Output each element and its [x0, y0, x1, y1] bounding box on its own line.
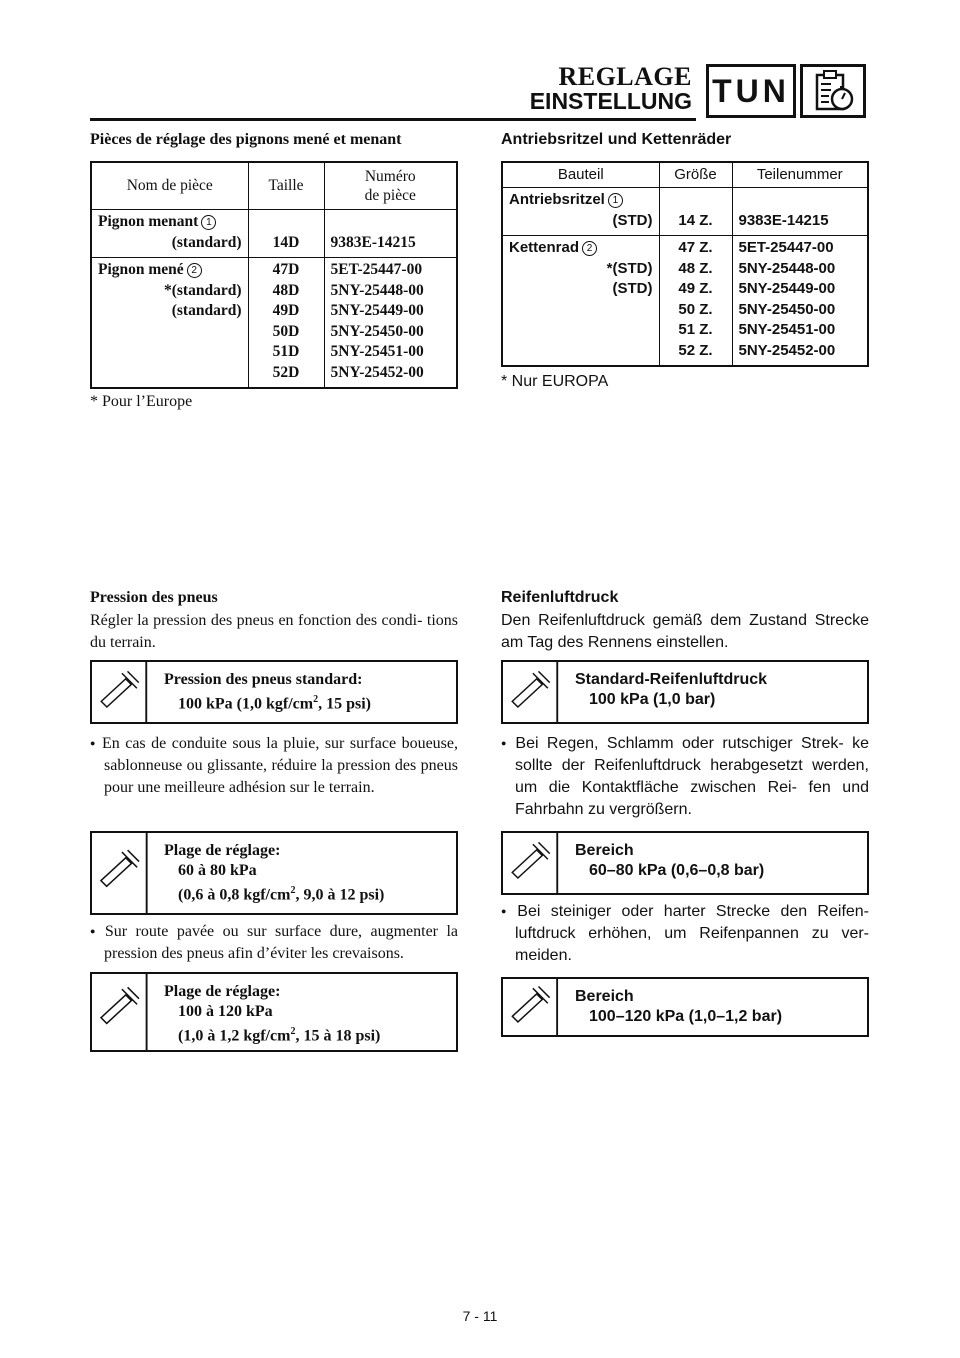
- size-value: 52D: [272, 363, 300, 381]
- col-header-part-number-1: Numéro: [364, 168, 416, 185]
- driven-sprocket-parts: [732, 236, 868, 367]
- driven-sprocket-name: [91, 258, 248, 389]
- drive-sprocket-name: [502, 188, 659, 236]
- driven-sprocket-sub: *(standard): [163, 281, 242, 299]
- table-row: [91, 258, 457, 389]
- size-value: 47D: [272, 261, 300, 278]
- size-value: 48D: [272, 281, 300, 299]
- callout-number: 1: [608, 193, 623, 208]
- drive-sprocket-size: 14 Z.: [659, 188, 732, 236]
- driven-sprocket-parts: [324, 258, 457, 389]
- col-header-size: Taille: [248, 162, 324, 210]
- sprocket-title-fr: Pièces de réglage des pignons mené et menant: [90, 131, 402, 148]
- wrench-icon: [503, 833, 559, 893]
- sprocket-table-de: [501, 161, 869, 367]
- footnote-fr: * Pour l’Europe: [90, 393, 193, 410]
- bullet-list-de-1: [501, 732, 869, 821]
- col-header-size: Größe: [659, 162, 732, 188]
- page-number: 7 - 11: [462, 1308, 498, 1324]
- driven-sprocket-sizes: [659, 236, 732, 367]
- size-value: 49D: [272, 302, 300, 319]
- spec-box-title: Bereich: [575, 842, 634, 859]
- list-item: ● Bei Regen, Schlamm oder rutschiger Strek- ke sollte der Reifenluftdruck herabgesetzt werden, um die Kontaktfläche zwischen Rei- fen und Fahrbahn zu vergrößern.: [501, 732, 869, 821]
- drive-sprocket-part: 9383E-14215: [732, 188, 868, 236]
- table-header-row: [91, 162, 457, 210]
- size-value: 52 Z.: [678, 341, 713, 359]
- wrench-icon: [503, 662, 559, 722]
- drive-sprocket-name: [91, 210, 248, 258]
- driven-sprocket-label: Kettenrad: [509, 239, 580, 256]
- size-value: 50 Z.: [678, 300, 713, 318]
- list-item: ● En cas de conduite sous la pluie, sur surface boueuse, sablonneuse ou glissante, réduire la pression des pneus pour une meilleure adhésion sur le terrain.: [90, 732, 458, 799]
- drive-sprocket-sub: (STD): [612, 211, 653, 229]
- spec-box-standard-pressure-de: [501, 660, 869, 724]
- spec-box-range-2-fr: [90, 972, 458, 1052]
- list-item: ● Sur route pavée ou sur surface dure, augmenter la pression des pneus afin d’éviter les crevaisons.: [90, 920, 458, 965]
- spec-box-value: 100–120 kPa (1,0–1,2 bar): [589, 1008, 783, 1025]
- table-row: [91, 210, 457, 258]
- tire-pressure-title-de: Reifenluftdruck: [501, 589, 619, 606]
- spec-box-range-2-de: [501, 977, 869, 1037]
- col-header-part-number: Teilenummer: [732, 162, 868, 188]
- driven-sprocket-sub: (STD): [612, 280, 653, 297]
- tire-pressure-intro-fr: Régler la pression des pneus en fonction des condi- tions du terrain.: [90, 612, 458, 651]
- driven-sprocket-name: [502, 236, 659, 367]
- spec-box-range-1-de: [501, 831, 869, 895]
- bullet-list-fr-1: [90, 732, 458, 799]
- part-number-value: 5NY-25450-00: [330, 322, 424, 340]
- part-number-value: 5NY-25451-00: [738, 321, 836, 338]
- tire-pressure-intro-de: Den Reifenluftdruck gemäß dem Zustand Strecke am Tag des Rennens einstellen.: [501, 612, 869, 651]
- wrench-icon: [92, 833, 148, 913]
- driven-sprocket-sub: *(STD): [606, 259, 653, 277]
- part-number-value: 5NY-25449-00: [330, 302, 424, 319]
- part-number-value: 5NY-25448-00: [330, 281, 424, 299]
- part-number-value: 5NY-25450-00: [738, 300, 836, 318]
- wrench-icon: [503, 979, 559, 1035]
- size-value: 47 Z.: [678, 239, 713, 256]
- table-header-row: [502, 162, 868, 188]
- part-number-value: 5NY-25452-00: [738, 341, 836, 359]
- size-value: 50D: [272, 322, 300, 340]
- drive-sprocket-label: Pignon menant: [98, 213, 199, 230]
- col-header-part: Bauteil: [502, 162, 659, 188]
- footnote-de: * Nur EUROPA: [501, 373, 609, 390]
- spec-box-value: (0,6 à 0,8 kgf/$cm^2$, 9,0 à 12 psi): [178, 885, 385, 904]
- spec-box-range-1-fr: [90, 831, 458, 915]
- sprocket-title-de: Antriebsritzel und Kettenräder: [501, 131, 732, 148]
- spec-box-title: Pression des pneus standard:: [164, 671, 363, 688]
- clipboard-stopwatch-icon: [800, 64, 866, 118]
- spec-box-value: 100 à 120 kPa: [178, 1003, 273, 1020]
- spec-box-value: 60 à 80 kPa: [178, 862, 257, 879]
- part-number-value: 5NY-25452-00: [330, 363, 424, 381]
- col-header-part-number: [324, 162, 457, 210]
- spec-box-title: Plage de réglage:: [164, 983, 281, 1000]
- spec-box-value: 100 kPa (1,0 kgf/$cm^2$, 15 psi): [178, 694, 372, 713]
- spec-box-title: Plage de réglage:: [164, 842, 281, 859]
- part-number-value: 5NY-25449-00: [738, 280, 836, 297]
- drive-sprocket-label: Antriebsritzel: [509, 191, 605, 208]
- spec-box-value: 60–80 kPa (0,6–0,8 bar): [589, 862, 765, 879]
- wrench-icon: [92, 662, 148, 722]
- bullet-list-fr-2: [90, 920, 458, 965]
- callout-number: 2: [187, 263, 202, 278]
- size-value: 48 Z.: [678, 259, 713, 277]
- spec-box-value: (1,0 à 1,2 kgf/$cm^2$, 15 à 18 psi): [178, 1026, 381, 1045]
- spec-box-value: 100 kPa (1,0 bar): [589, 691, 716, 708]
- size-value: 51 Z.: [678, 321, 713, 338]
- header-rule: [90, 118, 696, 121]
- drive-sprocket-size: 14D: [248, 210, 324, 258]
- table-row: [502, 188, 868, 236]
- list-item: ● Bei steiniger oder harter Strecke den Reifen- luftdruck erhöhen, um Reifenpannen zu ver- meiden.: [501, 900, 869, 967]
- wrench-icon: [92, 974, 148, 1050]
- col-header-part-number-2: de pièce: [364, 187, 416, 204]
- part-number-value: 5ET-25447-00: [738, 239, 834, 256]
- drive-sprocket-part: 9383E-14215: [324, 210, 457, 258]
- size-value: 51D: [272, 343, 300, 360]
- callout-number: 2: [582, 241, 597, 256]
- callout-number: 1: [201, 215, 216, 230]
- size-value: 49 Z.: [678, 280, 713, 297]
- bullet-list-de-2: [501, 900, 869, 967]
- col-header-part-name: Nom de pièce: [91, 162, 248, 210]
- spec-box-standard-pressure-fr: [90, 660, 458, 724]
- tire-pressure-title-fr: Pression des pneus: [90, 589, 218, 606]
- part-number-value: 5ET-25447-00: [330, 261, 423, 278]
- section-badge: TUN: [706, 64, 796, 118]
- driven-sprocket-sub: (standard): [171, 302, 242, 319]
- part-number-value: 5NY-25448-00: [738, 259, 836, 277]
- sprocket-table-fr: [90, 161, 458, 389]
- spec-box-title: Standard-Reifenluftdruck: [575, 671, 768, 688]
- driven-sprocket-label: Pignon mené: [98, 261, 184, 278]
- header-title-fr: REGLAGE: [558, 62, 692, 91]
- table-row: [502, 236, 868, 367]
- spec-box-title: Bereich: [575, 988, 634, 1005]
- drive-sprocket-sub: (standard): [171, 233, 242, 251]
- driven-sprocket-sizes: [248, 258, 324, 389]
- header-title-de: EINSTELLUNG: [529, 88, 692, 114]
- part-number-value: 5NY-25451-00: [330, 343, 424, 360]
